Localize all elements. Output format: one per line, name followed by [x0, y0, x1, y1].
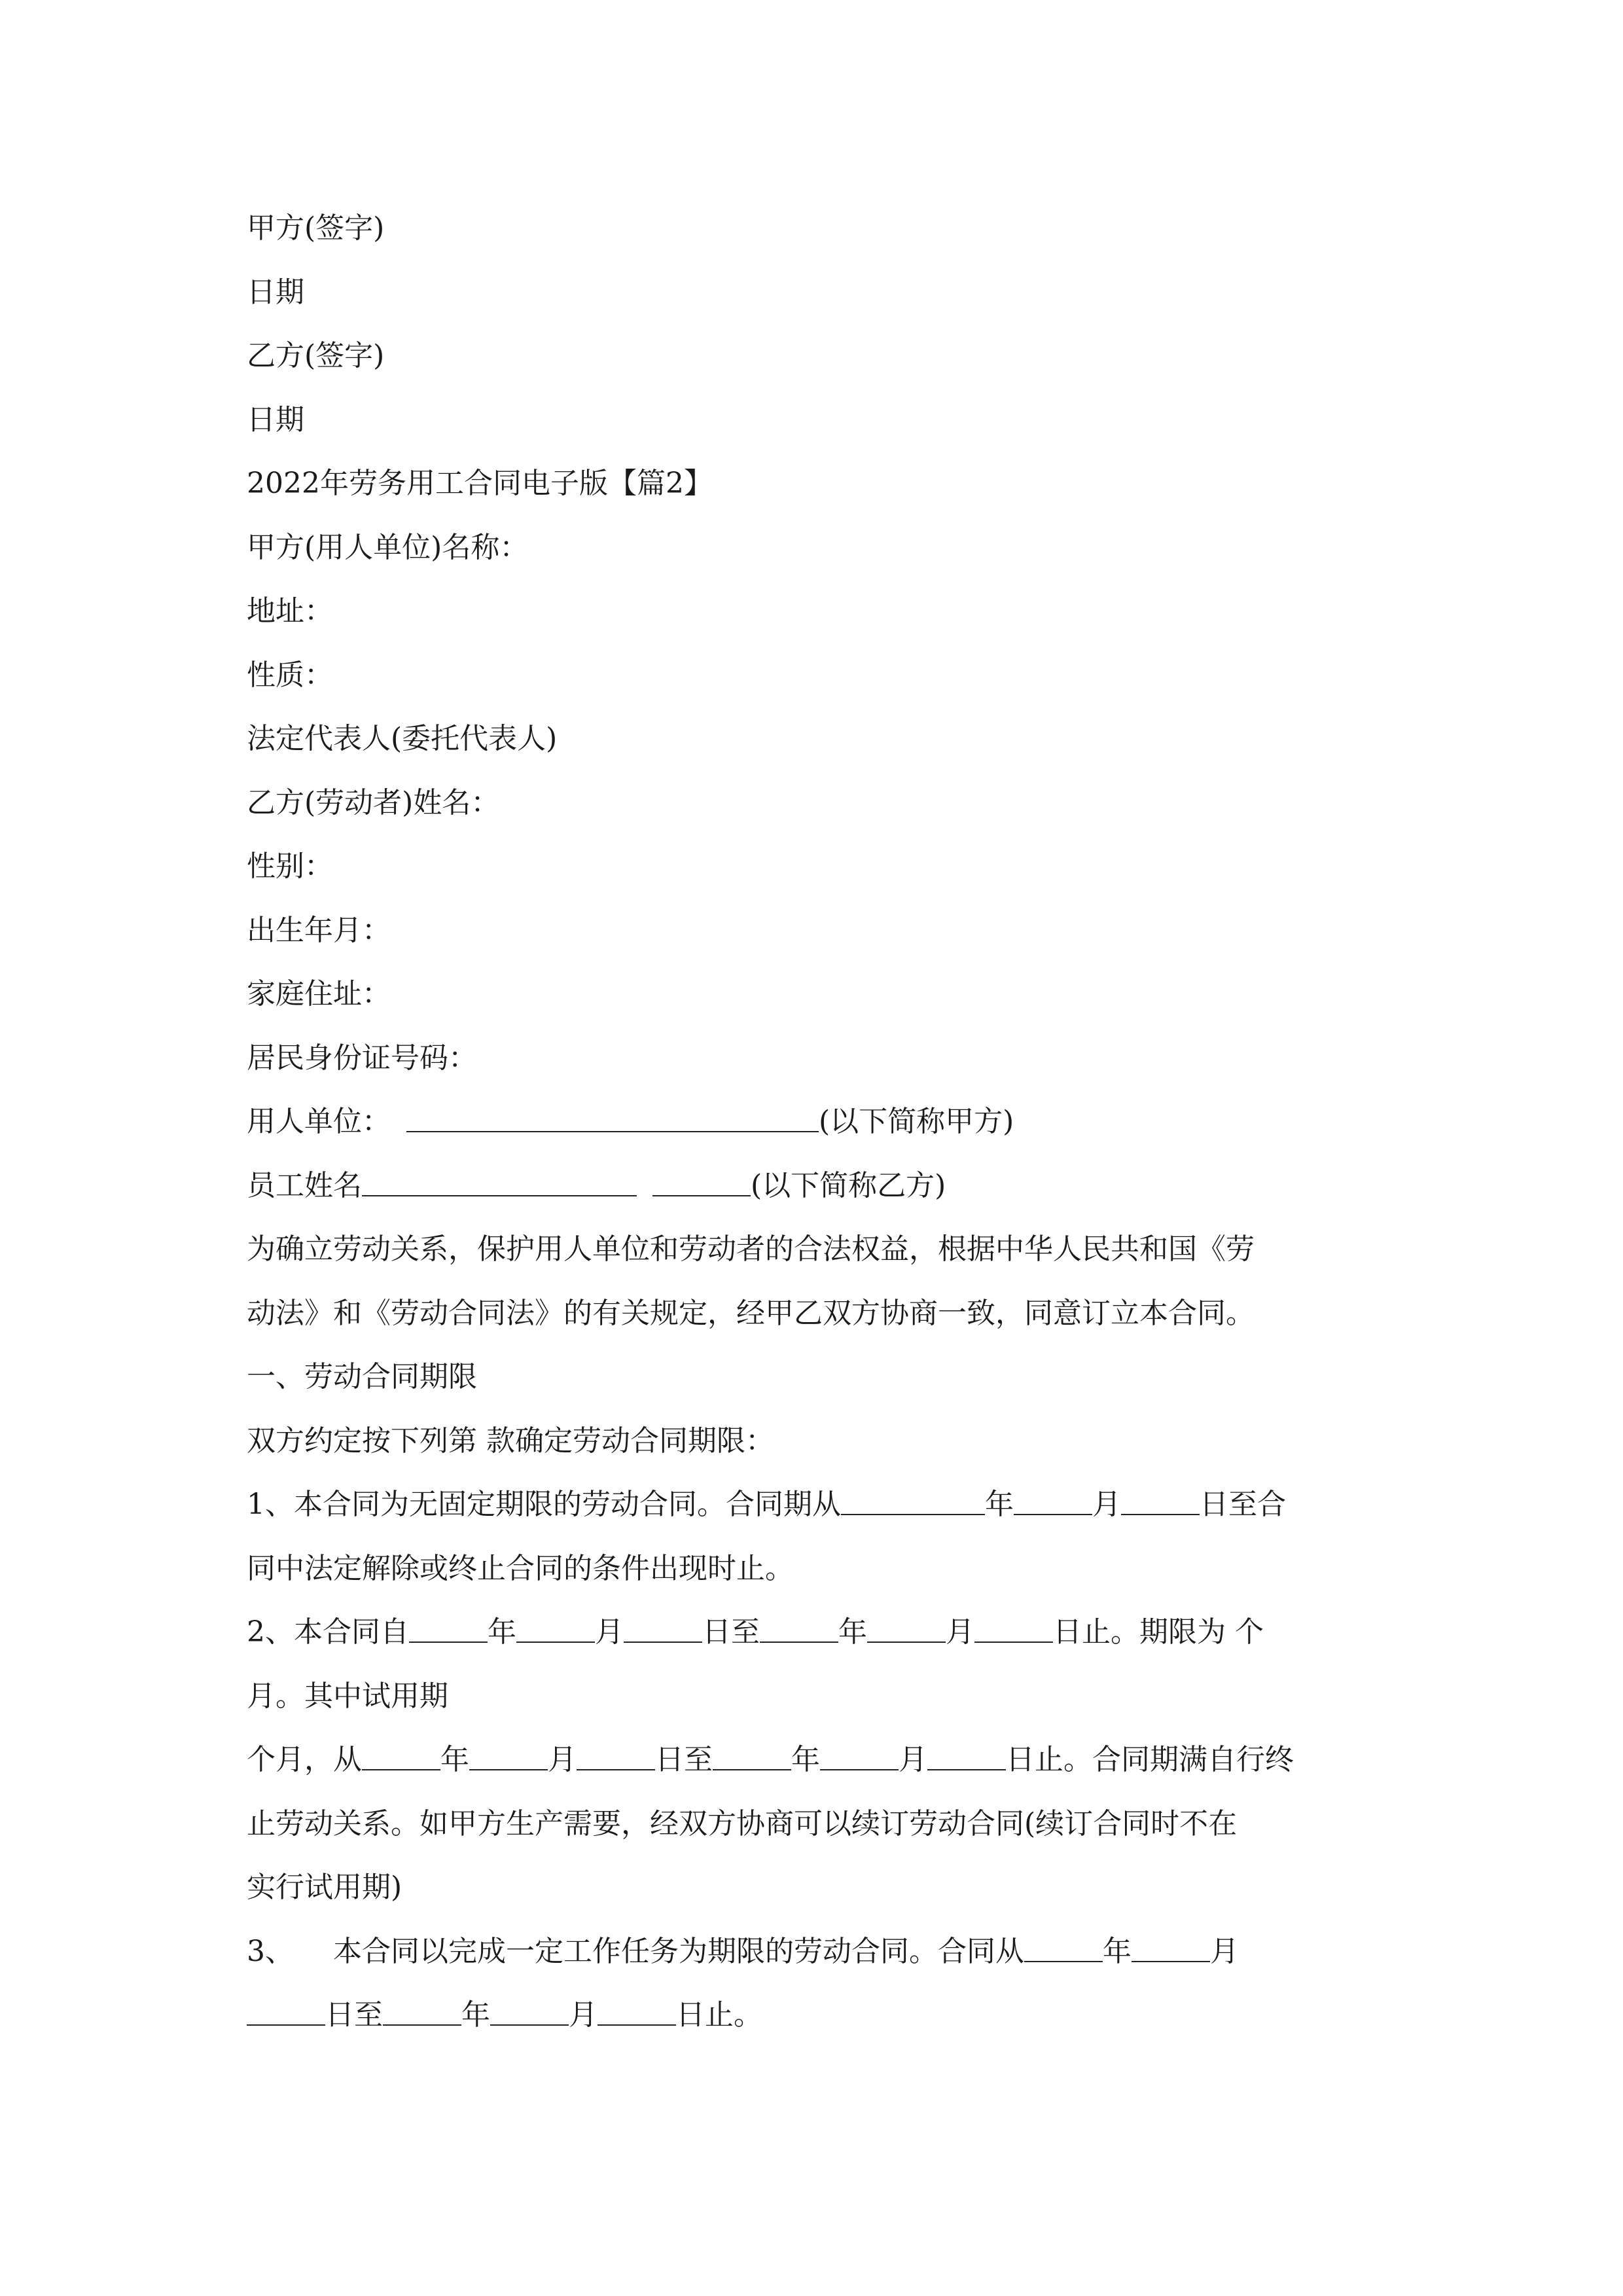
- legal-representative-label: 法定代表人(委托代表人): [247, 722, 558, 755]
- nature-label: 性质：: [247, 658, 333, 692]
- clause-2-text: 2、本合同自: [247, 1615, 409, 1649]
- blank-day[interactable]: [974, 1613, 1053, 1643]
- day-to-label: 日至: [655, 1743, 713, 1776]
- blank-year[interactable]: [383, 1996, 461, 2026]
- employee-name-label: 乙方(劳动者)姓名：: [247, 785, 500, 819]
- clause-3-number: 3、: [247, 1934, 294, 1968]
- party-a-signature: 甲方(签字): [247, 211, 385, 245]
- day-to-label: 日至合: [1200, 1488, 1286, 1521]
- month-label: 月: [946, 1615, 974, 1649]
- blank-day[interactable]: [624, 1613, 702, 1643]
- year-label: 年: [791, 1743, 820, 1776]
- gender-label: 性别：: [247, 850, 333, 883]
- clause-3-line-2: [247, 1983, 1399, 2047]
- intro-line-1: 为确立劳动关系，保护用人单位和劳动者的合法权益，根据中华人民共和国《劳: [247, 1232, 1255, 1266]
- blank-day[interactable]: [1121, 1485, 1200, 1515]
- employer-blank[interactable]: [406, 1102, 819, 1132]
- year-label: 年: [440, 1743, 469, 1776]
- date-label: 日期: [247, 275, 304, 309]
- clause-1-line-1: [247, 1473, 1399, 1537]
- blank-day[interactable]: [927, 1740, 1006, 1770]
- section-title: 2022年劳务用工合同电子版【篇2】: [247, 467, 713, 500]
- day-end-label: 日止。: [676, 1998, 762, 2032]
- clause-2-line-1: [247, 1600, 1399, 1664]
- birth-date-label: 出生年月：: [247, 913, 391, 947]
- day-to-label: 日至: [702, 1615, 760, 1649]
- section-heading: 一、劳动合同期限: [247, 1360, 477, 1393]
- month-label: 月: [1210, 1934, 1239, 1968]
- month-label: 月: [569, 1998, 597, 2032]
- employer-label: 用人单位：: [247, 1105, 391, 1138]
- employee-label: 员工姓名: [247, 1168, 362, 1202]
- blank-day[interactable]: [597, 1996, 676, 2026]
- clause-1-text: 1、本合同为无固定期限的劳动合同。合同期从: [247, 1488, 841, 1521]
- clause-2-line-3: [247, 1728, 1399, 1792]
- clause-3-line-1: [247, 1920, 1399, 1984]
- clause-2-line-4: 止劳动关系。如甲方生产需要，经双方协商可以续订劳动合同(续订合同时不在: [247, 1806, 1238, 1840]
- blank-day[interactable]: [577, 1740, 655, 1770]
- month-label: 月: [1092, 1488, 1121, 1521]
- blank-year[interactable]: [409, 1613, 488, 1643]
- clause-2-line-2: 月。其中试用期: [247, 1679, 448, 1713]
- blank-year[interactable]: [1024, 1932, 1103, 1962]
- address-label: 地址：: [247, 594, 333, 628]
- id-number-label: 居民身份证号码：: [247, 1041, 477, 1075]
- blank-month[interactable]: [867, 1613, 946, 1643]
- blank-month[interactable]: [516, 1613, 595, 1643]
- employee-suffix: (以下简称乙方): [751, 1168, 946, 1202]
- year-label: 年: [461, 1998, 490, 2032]
- day-end-label: 日止。期限为 个: [1053, 1615, 1264, 1649]
- clause-2-line-5: 实行试用期): [247, 1871, 402, 1904]
- month-label: 月: [548, 1743, 577, 1776]
- intro-line-2: 动法》和《劳动合同法》的有关规定，经甲乙双方协商一致，同意订立本合同。: [247, 1296, 1255, 1330]
- blank-year[interactable]: [713, 1740, 791, 1770]
- employer-suffix: (以下简称甲方): [819, 1105, 1014, 1138]
- clause-1-line-2: 同中法定解除或终止合同的条件出现时止。: [247, 1551, 794, 1585]
- employer-line: [247, 1090, 1399, 1154]
- day-to-label: 日至: [325, 1998, 383, 2032]
- term-choice: 双方约定按下列第 款确定劳动合同期限：: [247, 1424, 774, 1458]
- blank-month[interactable]: [469, 1740, 548, 1770]
- month-label: 月: [899, 1743, 927, 1776]
- blank-year[interactable]: [760, 1613, 838, 1643]
- blank-month[interactable]: [1014, 1485, 1092, 1515]
- year-label: 年: [1103, 1934, 1132, 1968]
- employee-blank-2[interactable]: [652, 1166, 751, 1196]
- party-b-signature: 乙方(签字): [247, 339, 385, 372]
- blank-month[interactable]: [1132, 1932, 1210, 1962]
- document-page: [247, 196, 1399, 2047]
- blank-month[interactable]: [490, 1996, 569, 2026]
- clause-3-text: 本合同以完成一定工作任务为期限的劳动合同。合同从: [333, 1934, 1024, 1968]
- probation-text: 个月，从: [247, 1743, 362, 1776]
- day-end-label: 日止。合同期满自行终: [1006, 1743, 1294, 1776]
- year-label: 年: [838, 1615, 867, 1649]
- employee-blank[interactable]: [362, 1166, 637, 1196]
- blank-year[interactable]: [362, 1740, 440, 1770]
- blank-day[interactable]: [247, 1996, 325, 2026]
- home-address-label: 家庭住址：: [247, 977, 391, 1011]
- year-label: 年: [488, 1615, 516, 1649]
- year-label: 年: [985, 1488, 1014, 1521]
- employer-name-label: 甲方(用人单位)名称：: [247, 530, 529, 564]
- employee-line: [247, 1154, 1399, 1218]
- blank-month[interactable]: [820, 1740, 899, 1770]
- date-label: 日期: [247, 403, 304, 437]
- month-label: 月: [595, 1615, 624, 1649]
- blank-year[interactable]: [841, 1485, 985, 1515]
